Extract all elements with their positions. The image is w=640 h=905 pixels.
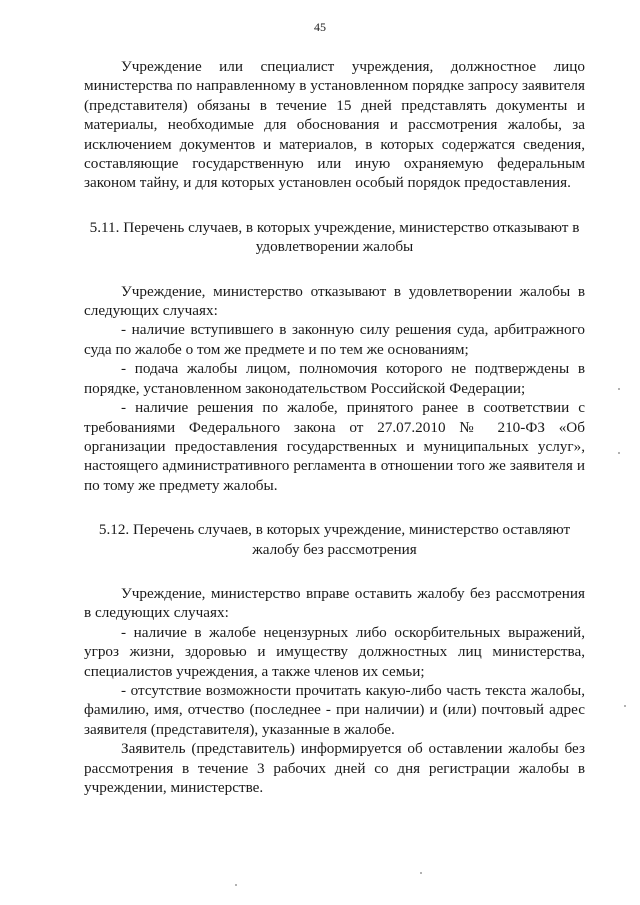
paragraph-refusal-intro: Учреждение, министерство отказывают в удовлетворении жалобы в следующих случаях: [84,282,585,320]
paragraph-applicant-notification: Заявитель (представитель) информируется об оставлении жалобы без рассмотрения в течение 3 рабочих дней со дня регистрации жалобы в учреждении, министерстве. [84,740,585,796]
list-item-unreadable-text: - отсутствие возможности прочитать какую-либо часть текста жалобы, фамилию, имя, отчество (последнее - при наличии) и (или) почтовый адрес заявителя (представителя), указанные в жалобе. [84,681,585,738]
list-item-court-decision: - наличие вступившего в законную силу решения суда, арбитражного суда по жалобе о том же предмете и по тем же основаниям; [84,321,585,358]
list-item-prior-decision: - наличие решения по жалобе, принятого ранее в соответствии с требованиями Федерального закона от 27.07.2010 № 210-ФЗ «Об организации предоставления государственных и муниципальных услуг», настоящего административного регламента в отношении того же заявителя и по тому же предмету жалобы. [84,399,585,494]
paragraph-documents-obligation: Учреждение или специалист учреждения, должностное лицо министерства по направленному в установленном порядке запросу заявителя (представителя) обязаны в течение 15 дней представлять документы и материалы, необходимые для обоснования и рассмотрения жалобы, за исключением документов и материалов, в которых содержатся сведения, составляющие государственную или иную охраняемую федеральным законом тайну, и для которых установлен особый порядок предоставления. [84,58,585,192]
scan-speck [618,452,620,454]
list-item-unauthorized-person: - подача жалобы лицом, полномочия которого не подтверждены в порядке, установленном законодательством Российской Федерации; [84,360,585,397]
scan-speck [235,884,237,886]
scan-speck [618,388,620,390]
scan-speck [624,705,626,707]
paragraph-no-review-intro: Учреждение, министерство вправе оставить жалобу без рассмотрения в следующих случаях: [84,584,585,622]
section-heading-5-12: 5.12. Перечень случаев, в которых учреждение, министерство оставляют жалобу без рассмотрения [98,521,571,558]
section-heading-5-11: 5.11. Перечень случаев, в которых учреждение, министерство отказывают в удовлетворении жалобы [89,218,580,256]
document-body [84,57,585,797]
scan-speck [420,872,422,874]
list-item-obscene-language: - наличие в жалобе нецензурных либо оскорбительных выражений, угроз жизни, здоровью и имуществу должностных лиц министерства, специалистов учреждения, а также членов их семьи; [84,623,585,680]
page-number: 45 [314,20,326,34]
